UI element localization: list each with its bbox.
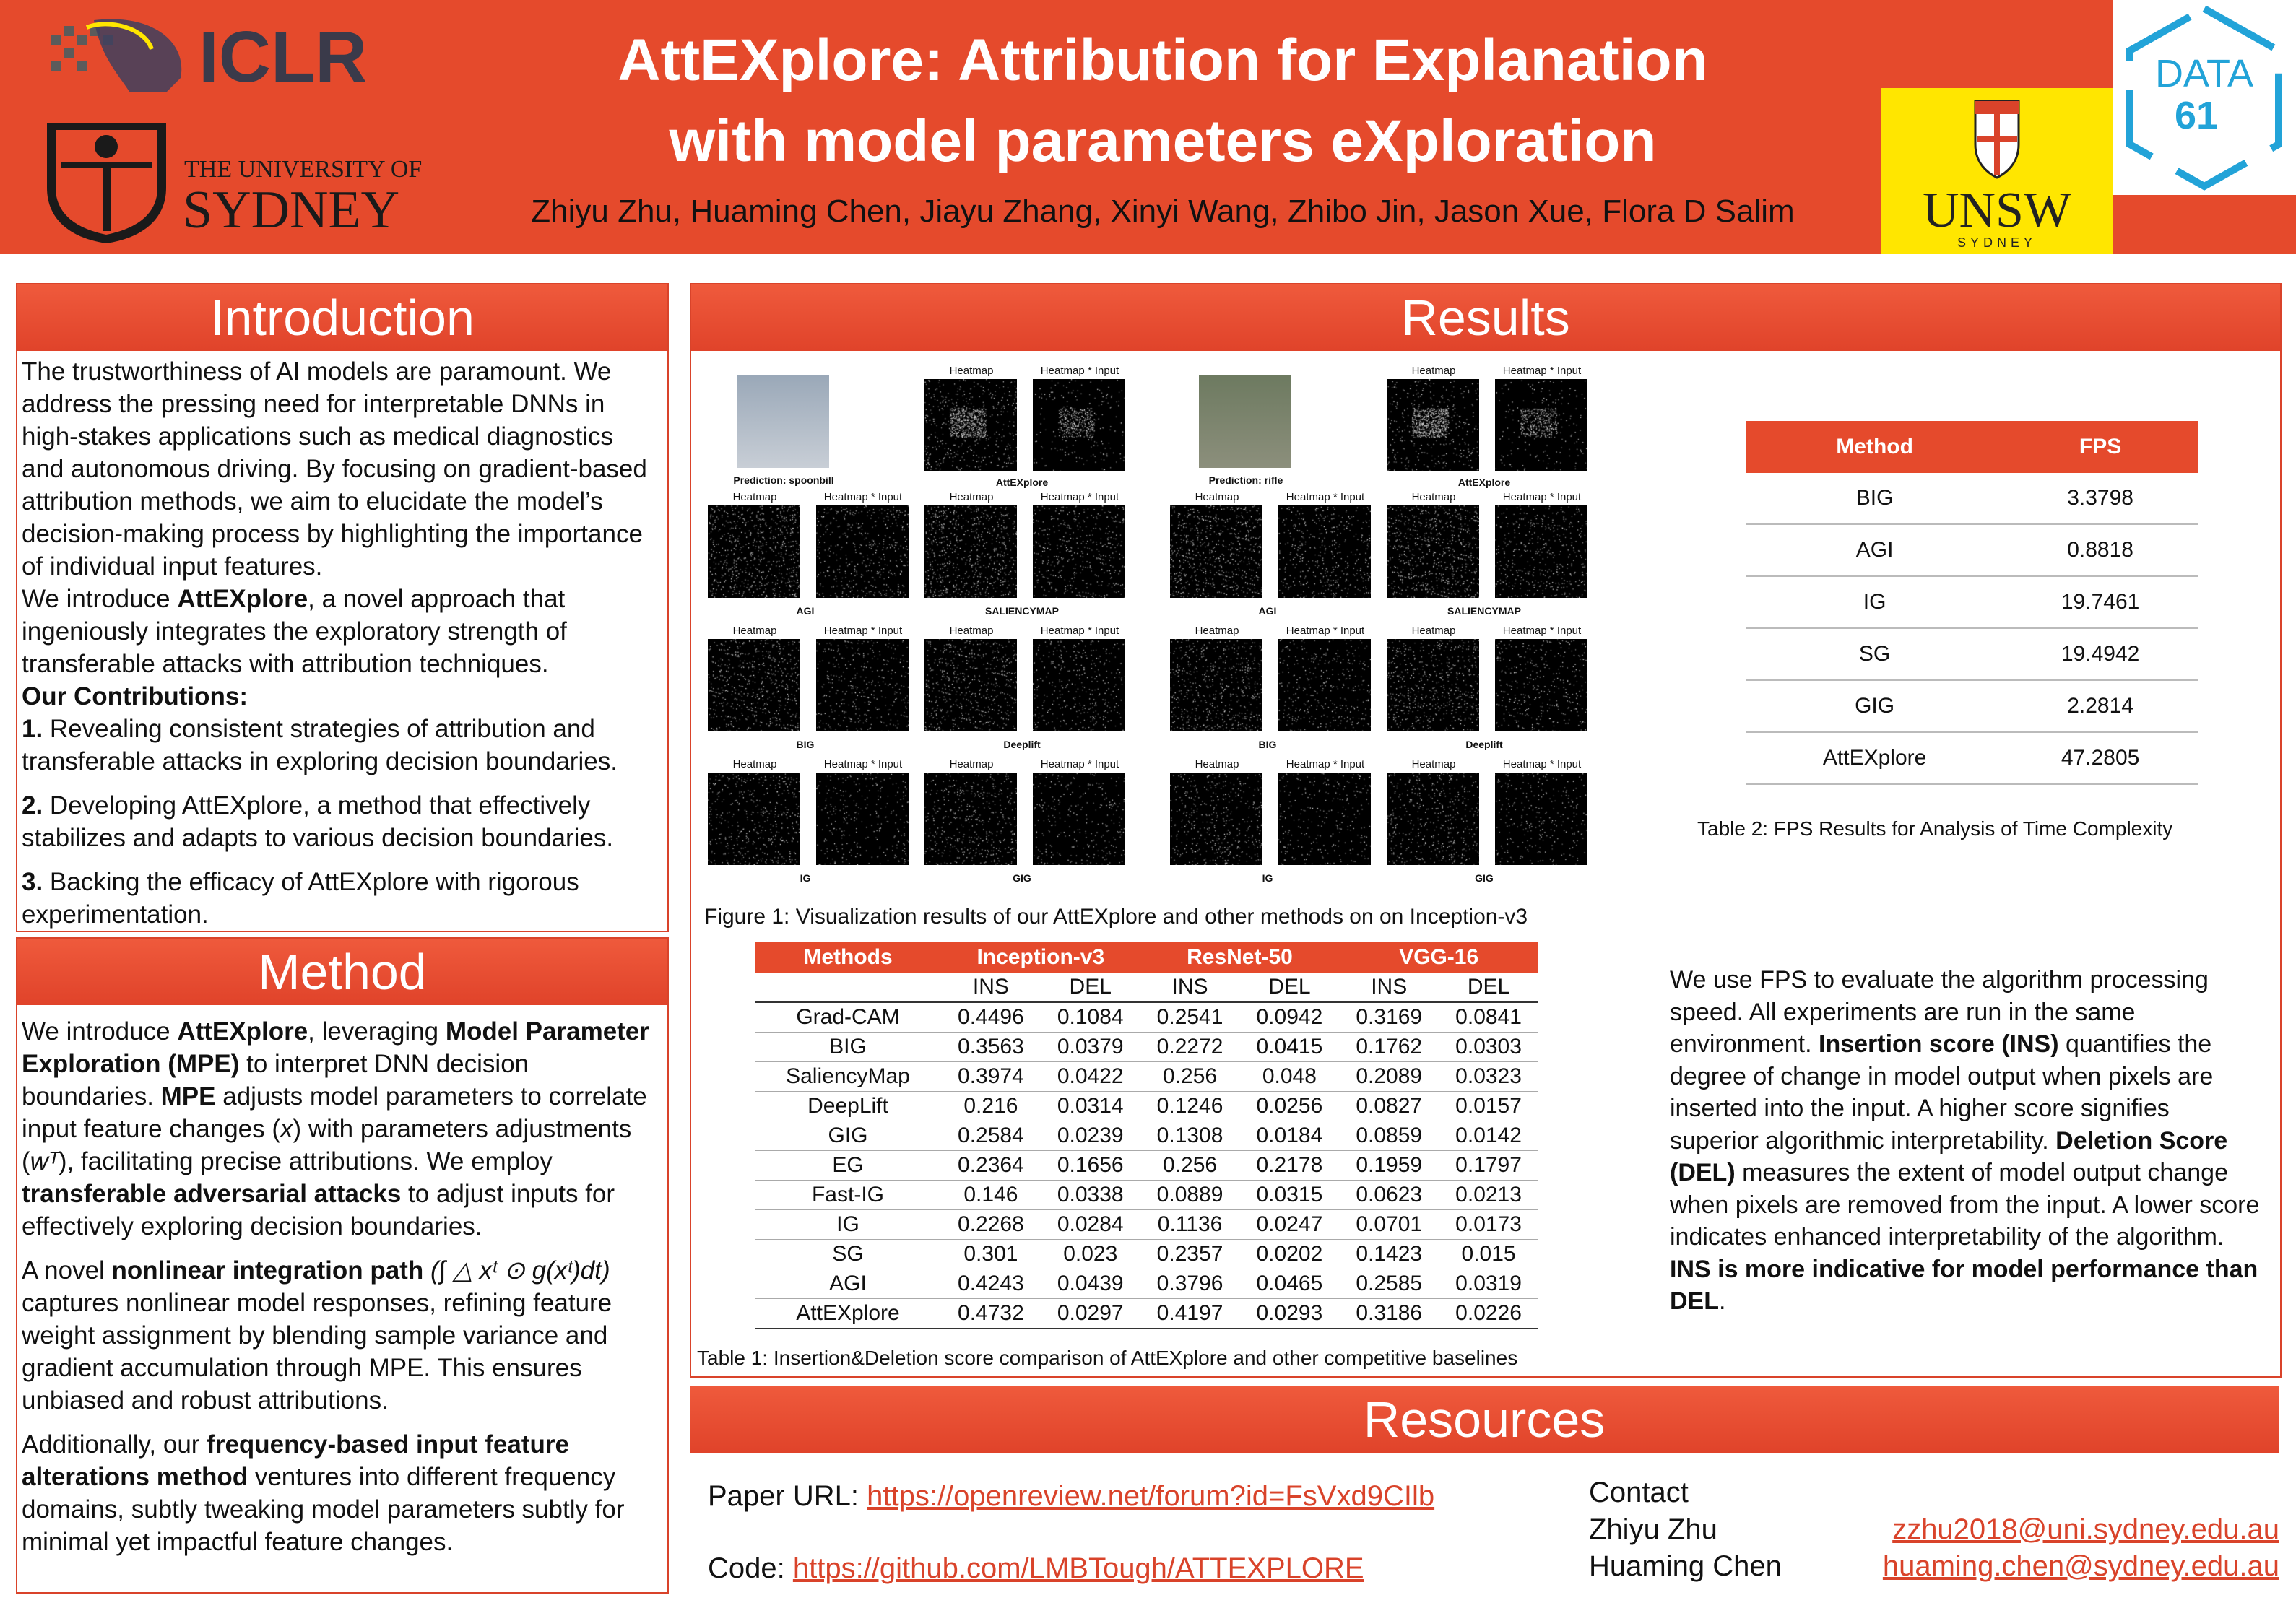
- sydney-wordmark: SYDNEY: [183, 181, 400, 240]
- heatmap-input-column-label: Heatmap * Input: [1502, 625, 1582, 637]
- heatmap-image: [1495, 379, 1587, 471]
- poster-title: [448, 20, 1878, 182]
- table-1-subheader-cell: INS: [1140, 973, 1240, 1002]
- table-2-method-cell: GIG: [1746, 680, 2003, 732]
- table-1-method-cell: EG: [755, 1151, 941, 1181]
- table-1-value-cell: 0.0314: [1041, 1092, 1140, 1121]
- table-1-value-cell: 0.0157: [1439, 1092, 1538, 1121]
- table-1-caption: Table 1: Insertion&Deletion score comparison of AttEXplore and other competitive baselines: [697, 1347, 1518, 1369]
- table-1-value-cell: 0.0293: [1239, 1299, 1339, 1329]
- heatmap-input-column-label: Heatmap * Input: [1286, 758, 1365, 770]
- table-row: [755, 1269, 1538, 1299]
- data61-text: DATA: [2154, 52, 2254, 95]
- contact-2-name: Huaming Chen: [1589, 1550, 1782, 1582]
- method-heading: Method: [17, 939, 667, 1005]
- table-2-fps-cell: 2.2814: [2003, 680, 2198, 732]
- method-paragraph-1: We introduce AttEXplore, leveraging Model Parameter Exploration (MPE) to interpret DNN decision boundaries. MPE adjusts model parameters to correlate input feature changes (x) with parameters adjustments (wᵀ), facilitating precise attributions. We employ transferable adversarial attacks to adjust inputs for effectively exploring decision boundaries.: [22, 1017, 649, 1240]
- unsw-sydney-text: SYDNEY: [1957, 235, 2037, 250]
- method-label: SALIENCYMAP: [1447, 605, 1521, 617]
- data61-number: 61: [2175, 94, 2219, 137]
- table-1-value-cell: 0.3563: [941, 1033, 1041, 1062]
- table-1-method-cell: AttEXplore: [755, 1299, 941, 1329]
- method-paragraph-2: A novel nonlinear integration path (∫ △ xᵗ ⊙ g(xᵗ)dt) captures nonlinear model responses, refining feature weight assignment by blending sample variance and gradient accumulation through MPE. This ensures unbiased and robust attributions.: [22, 1256, 612, 1414]
- results-description: We use FPS to evaluate the algorithm processing speed. All experiments are run in the same environment. Insertion score (INS) quantifies the degree of change in model output when pixels are inserted into the input. A higher score signifies superior algorithmic interpretability. Deletion Score (DEL) measures the extent of model output change when pixels are removed from the input. A lower score indicates enhanced interpretability of the algorithm. INS is more indicative for model performance than DEL.: [1670, 966, 2260, 1315]
- table-1-subheader-cell: DEL: [1239, 973, 1339, 1002]
- table-1-subheader-cell: DEL: [1041, 973, 1140, 1002]
- introduction-heading: Introduction: [17, 284, 667, 351]
- heatmap-image: [816, 505, 909, 598]
- table-2-fps-cell: 19.4942: [2003, 628, 2198, 680]
- table-1-value-cell: 0.0623: [1339, 1181, 1439, 1210]
- heatmap-column-label: Heatmap: [949, 491, 994, 503]
- table-1-value-cell: 0.1423: [1339, 1240, 1439, 1269]
- table-1-method-cell: Grad-CAM: [755, 1002, 941, 1033]
- table-1-value-cell: 0.2364: [941, 1151, 1041, 1181]
- table-1-subheader-row: [755, 973, 1538, 1002]
- heatmap-column-label: Heatmap: [1195, 491, 1239, 503]
- table-1-value-cell: 0.3169: [1339, 1002, 1439, 1033]
- table-1-value-cell: 0.0319: [1439, 1269, 1538, 1299]
- table-2-method-cell: IG: [1746, 576, 2003, 628]
- heatmap-column-label: Heatmap: [1411, 625, 1456, 637]
- table-1-value-cell: 0.2357: [1140, 1240, 1240, 1269]
- resources-heading: Resources: [690, 1386, 2279, 1453]
- intro-paragraph-1: The trustworthiness of AI models are paramount. We address the pressing need for interpretable DNNs in high-stakes applications such as medical diagnostics and autonomous driving. By focusing on gradient-based attribution methods, we aim to elucidate the model’s decision-making process by highlighting the importance of individual input features.: [22, 357, 647, 581]
- heatmap-image: [1495, 639, 1587, 731]
- table-row: [1746, 524, 2198, 576]
- table-1-subheader-blank: [755, 973, 941, 1002]
- table-1-value-cell: 0.0303: [1439, 1033, 1538, 1062]
- table-1-value-cell: 0.3796: [1140, 1269, 1240, 1299]
- table-row: [755, 1151, 1538, 1181]
- table-row: [1746, 473, 2198, 524]
- table-1-header-row: [755, 942, 1538, 973]
- method-label: BIG: [796, 739, 815, 750]
- table-1-value-cell: 0.0827: [1339, 1092, 1439, 1121]
- table-2-header-fps: FPS: [2003, 421, 2198, 473]
- heatmap-image: [1170, 639, 1262, 731]
- heatmap-column-label: Heatmap: [1411, 758, 1456, 770]
- table-1-method-cell: AGI: [755, 1269, 941, 1299]
- table-row: [755, 1210, 1538, 1240]
- table-1-value-cell: 0.0142: [1439, 1121, 1538, 1151]
- table-1-method-cell: IG: [755, 1210, 941, 1240]
- table-1-method-cell: BIG: [755, 1033, 941, 1062]
- unsw-logo: [1881, 88, 2113, 254]
- heatmap-input-column-label: Heatmap * Input: [1502, 365, 1582, 377]
- heatmap-column-label: Heatmap: [1195, 625, 1239, 637]
- table-1-value-cell: 0.0859: [1339, 1121, 1439, 1151]
- table-row: [755, 1062, 1538, 1092]
- table-1-value-cell: 0.0439: [1041, 1269, 1140, 1299]
- prediction-label: Prediction: rifle: [1208, 474, 1283, 486]
- table-1-header-vgg: VGG-16: [1339, 942, 1538, 973]
- table-1-value-cell: 0.0889: [1140, 1181, 1240, 1210]
- table-1-value-cell: 0.216: [941, 1092, 1041, 1121]
- table-1-value-cell: 0.3186: [1339, 1299, 1439, 1329]
- table-1-method-cell: GIG: [755, 1121, 941, 1151]
- paper-url-line: [708, 1480, 1434, 1513]
- heatmap-image: [1495, 505, 1587, 598]
- method-label: IG: [800, 872, 811, 884]
- table-1-value-cell: 0.2585: [1339, 1269, 1439, 1299]
- heatmap-column-label: Heatmap: [1195, 758, 1239, 770]
- method-label: Deeplift: [1465, 739, 1503, 750]
- table-1-value-cell: 0.048: [1239, 1062, 1339, 1092]
- table-1-value-cell: 0.1959: [1339, 1151, 1439, 1181]
- paper-url-link[interactable]: https://openreview.net/forum?id=FsVxd9CIlb: [867, 1480, 1435, 1512]
- author-list: Zhiyu Zhu, Huaming Chen, Jiayu Zhang, Xinyi Wang, Zhibo Jin, Jason Xue, Flora D Salim: [531, 194, 1795, 229]
- table-1-value-cell: 0.256: [1140, 1151, 1240, 1181]
- heatmap-column-label: Heatmap: [1411, 491, 1456, 503]
- table-1-value-cell: 0.0284: [1041, 1210, 1140, 1240]
- source-image: [1199, 375, 1291, 468]
- heatmap-image: [1033, 379, 1125, 471]
- heatmap-image: [924, 379, 1017, 471]
- table-1-subheader-cell: DEL: [1439, 973, 1538, 1002]
- table-1-value-cell: 0.1084: [1041, 1002, 1140, 1033]
- table-1-value-cell: 0.0379: [1041, 1033, 1140, 1062]
- heatmap-image: [1387, 639, 1479, 731]
- table-1-value-cell: 0.0247: [1239, 1210, 1339, 1240]
- table-2-method-cell: AttEXplore: [1746, 732, 2003, 784]
- heatmap-image: [1033, 639, 1125, 731]
- heatmap-image: [1278, 639, 1371, 731]
- table-row: [1746, 628, 2198, 680]
- table-row: [755, 1181, 1538, 1210]
- table-1-value-cell: 0.0422: [1041, 1062, 1140, 1092]
- table-row: [1746, 576, 2198, 628]
- heatmap-column-label: Heatmap: [949, 365, 994, 377]
- heatmap-input-column-label: Heatmap * Input: [823, 625, 903, 637]
- results-heading: Results: [691, 284, 2280, 351]
- table-1-value-cell: 0.2178: [1239, 1151, 1339, 1181]
- heatmap-image: [708, 505, 800, 598]
- heatmap-image: [1170, 505, 1262, 598]
- table-2-fps-cell: 3.3798: [2003, 473, 2198, 524]
- university-of-text: THE UNIVERSITY OF: [184, 156, 423, 183]
- table-row: [755, 1121, 1538, 1151]
- table-1-value-cell: 0.015: [1439, 1240, 1538, 1269]
- method-label: GIG: [1013, 872, 1031, 884]
- table-2-header-method: Method: [1746, 421, 2003, 473]
- table-1-value-cell: 0.4732: [941, 1299, 1041, 1329]
- table-2-caption: Table 2: FPS Results for Analysis of Time Complexity: [1697, 817, 2173, 840]
- heatmap-input-column-label: Heatmap * Input: [1286, 625, 1365, 637]
- heatmap-image: [924, 505, 1017, 598]
- intro-paragraph-2: We introduce AttEXplore, a novel approach that ingeniously integrates the exploratory strength of transferable attacks with attribution techniques.: [22, 585, 567, 678]
- table-1-header-resnet: ResNet-50: [1140, 942, 1340, 973]
- table-1-value-cell: 0.0323: [1439, 1062, 1538, 1092]
- unsw-wordmark: UNSW: [1922, 183, 2072, 238]
- heatmap-input-column-label: Heatmap * Input: [823, 491, 903, 503]
- heatmap-image: [708, 773, 800, 865]
- heatmap-image: [924, 773, 1017, 865]
- method-text: [22, 1015, 661, 1558]
- heatmap-image: [1033, 505, 1125, 598]
- table-1-value-cell: 0.0415: [1239, 1033, 1339, 1062]
- code-url-line: [708, 1552, 1364, 1585]
- table-row: [755, 1002, 1538, 1033]
- heatmap-image: [1033, 773, 1125, 865]
- title-line-2: with model parameters eXploration: [669, 108, 1657, 174]
- iclr-logo: [43, 13, 419, 100]
- heatmap-image: [816, 773, 909, 865]
- table-1-value-cell: 0.2541: [1140, 1002, 1240, 1033]
- contact-2-email[interactable]: huaming.chen@sydney.edu.au: [1882, 1550, 2279, 1582]
- table-row: [1746, 732, 2198, 784]
- heatmap-input-column-label: Heatmap * Input: [1286, 491, 1365, 503]
- method-label: IG: [1262, 872, 1273, 884]
- method-label: AttEXplore: [995, 477, 1049, 488]
- table-1-value-cell: 0.146: [941, 1181, 1041, 1210]
- table-2-fps-cell: 0.8818: [2003, 524, 2198, 576]
- contact-1-email[interactable]: zzhu2018@uni.sydney.edu.au: [1892, 1513, 2279, 1545]
- heatmap-input-column-label: Heatmap * Input: [1040, 365, 1119, 377]
- table-2-fps-cell: 19.7461: [2003, 576, 2198, 628]
- table-1-value-cell: 0.0202: [1239, 1240, 1339, 1269]
- contributions-heading: Our Contributions:: [22, 682, 248, 710]
- contribution-1: 1. Revealing consistent strategies of attribution and transferable attacks in exploring decision boundaries.: [22, 715, 618, 775]
- table-1-value-cell: 0.023: [1041, 1240, 1140, 1269]
- table-1-method-cell: SaliencyMap: [755, 1062, 941, 1092]
- heatmap-column-label: Heatmap: [949, 758, 994, 770]
- table-1-value-cell: 0.0465: [1239, 1269, 1339, 1299]
- table-2-header-row: [1746, 421, 2198, 473]
- heatmap-image: [1278, 773, 1371, 865]
- table-2-fps: [1746, 421, 2198, 785]
- method-label: Deeplift: [1003, 739, 1041, 750]
- contact-label: Contact: [1589, 1477, 1689, 1508]
- table-1-value-cell: 0.1308: [1140, 1121, 1240, 1151]
- table-row: [755, 1240, 1538, 1269]
- heatmap-image: [1278, 505, 1371, 598]
- method-label: AGI: [1258, 605, 1277, 617]
- heatmap-column-label: Heatmap: [949, 625, 994, 637]
- heatmap-input-column-label: Heatmap * Input: [823, 758, 903, 770]
- table-1-value-cell: 0.0239: [1041, 1121, 1140, 1151]
- heatmap-input-column-label: Heatmap * Input: [1502, 758, 1582, 770]
- table-1-value-cell: 0.0173: [1439, 1210, 1538, 1240]
- figure-1-visualization: [697, 357, 1582, 906]
- code-url-label: Code:: [708, 1552, 793, 1584]
- table-1-value-cell: 0.4197: [1140, 1299, 1240, 1329]
- table-1-value-cell: 0.301: [941, 1240, 1041, 1269]
- table-1-value-cell: 0.0226: [1439, 1299, 1538, 1329]
- table-1-method-cell: SG: [755, 1240, 941, 1269]
- table-1-value-cell: 0.0213: [1439, 1181, 1538, 1210]
- code-url-link[interactable]: https://github.com/LMBTough/ATTEXPLORE: [792, 1552, 1364, 1584]
- heatmap-image: [1495, 773, 1587, 865]
- contribution-3: 3. Backing the efficacy of AttEXplore with rigorous experimentation.: [22, 868, 579, 929]
- table-1-value-cell: 0.1762: [1339, 1033, 1439, 1062]
- heatmap-image: [708, 639, 800, 731]
- iclr-wordmark: ICLR: [199, 17, 368, 97]
- table-2-fps-cell: 47.2805: [2003, 732, 2198, 784]
- contact-block: [1589, 1474, 1782, 1585]
- table-1-header-inception: Inception-v3: [941, 942, 1140, 973]
- method-label: AttEXplore: [1457, 477, 1511, 488]
- heatmap-image: [1170, 773, 1262, 865]
- table-1-value-cell: 0.3974: [941, 1062, 1041, 1092]
- table-1-subheader-cell: INS: [1339, 973, 1439, 1002]
- heatmap-image: [1387, 379, 1479, 471]
- table-1-value-cell: 0.2584: [941, 1121, 1041, 1151]
- table-row: [755, 1092, 1538, 1121]
- introduction-text: [22, 355, 661, 931]
- table-1-value-cell: 0.4243: [941, 1269, 1041, 1299]
- table-1-value-cell: 0.1656: [1041, 1151, 1140, 1181]
- table-2-method-cell: BIG: [1746, 473, 2003, 524]
- table-2-method-cell: SG: [1746, 628, 2003, 680]
- table-1-ins-del: [755, 942, 1538, 1329]
- table-1-value-cell: 0.0256: [1239, 1092, 1339, 1121]
- sydney-logo: [40, 119, 430, 245]
- table-1-value-cell: 0.1136: [1140, 1210, 1240, 1240]
- table-1-value-cell: 0.2089: [1339, 1062, 1439, 1092]
- contact-emails: [1883, 1511, 2279, 1585]
- table-1-value-cell: 0.4496: [941, 1002, 1041, 1033]
- table-2-method-cell: AGI: [1746, 524, 2003, 576]
- heatmap-input-column-label: Heatmap * Input: [1040, 625, 1119, 637]
- table-1-header-methods: Methods: [755, 942, 941, 973]
- table-1-value-cell: 0.0297: [1041, 1299, 1140, 1329]
- table-1-method-cell: DeepLift: [755, 1092, 941, 1121]
- table-1-method-cell: Fast-IG: [755, 1181, 941, 1210]
- heatmap-image: [816, 639, 909, 731]
- table-row: [755, 1033, 1538, 1062]
- heatmap-column-label: Heatmap: [732, 625, 777, 637]
- contact-1-name: Zhiyu Zhu: [1589, 1513, 1717, 1545]
- method-label: BIG: [1258, 739, 1277, 750]
- table-1-value-cell: 0.0701: [1339, 1210, 1439, 1240]
- heatmap-image: [1387, 505, 1479, 598]
- heatmap-column-label: Heatmap: [732, 491, 777, 503]
- table-1-value-cell: 0.256: [1140, 1062, 1240, 1092]
- table-1-value-cell: 0.0315: [1239, 1181, 1339, 1210]
- heatmap-column-label: Heatmap: [1411, 365, 1456, 377]
- title-line-1: AttEXplore: Attribution for Explanation: [618, 27, 1708, 93]
- contribution-2: 2. Developing AttEXplore, a method that effectively stabilizes and adapts to various decision boundaries.: [22, 791, 614, 852]
- table-1-value-cell: 0.0841: [1439, 1002, 1538, 1033]
- source-image: [737, 375, 829, 468]
- figure-1-caption: Figure 1: Visualization results of our AttEXplore and other methods on on Inception-v3: [704, 905, 1528, 929]
- heatmap-input-column-label: Heatmap * Input: [1040, 758, 1119, 770]
- method-label: SALIENCYMAP: [985, 605, 1059, 617]
- table-1-value-cell: 0.0338: [1041, 1181, 1140, 1210]
- table-1-value-cell: 0.1797: [1439, 1151, 1538, 1181]
- table-row: [755, 1299, 1538, 1329]
- table-1-value-cell: 0.0184: [1239, 1121, 1339, 1151]
- heatmap-input-column-label: Heatmap * Input: [1040, 491, 1119, 503]
- method-label: AGI: [796, 605, 815, 617]
- heatmap-input-column-label: Heatmap * Input: [1502, 491, 1582, 503]
- paper-url-label: Paper URL:: [708, 1480, 867, 1512]
- heatmap-column-label: Heatmap: [732, 758, 777, 770]
- prediction-label: Prediction: spoonbill: [733, 474, 834, 486]
- table-1-value-cell: 0.0942: [1239, 1002, 1339, 1033]
- table-1-value-cell: 0.2268: [941, 1210, 1041, 1240]
- data61-logo: [2113, 0, 2296, 195]
- table-row: [1746, 680, 2198, 732]
- table-1-subheader-cell: INS: [941, 973, 1041, 1002]
- table-1-value-cell: 0.1246: [1140, 1092, 1240, 1121]
- method-paragraph-3: Additionally, our frequency-based input feature alterations method ventures into different frequency domains, subtly tweaking model parameters subtly for minimal yet impactful feature changes.: [22, 1430, 625, 1556]
- heatmap-image: [924, 639, 1017, 731]
- method-label: GIG: [1475, 872, 1494, 884]
- table-1-value-cell: 0.2272: [1140, 1033, 1240, 1062]
- heatmap-image: [1387, 773, 1479, 865]
